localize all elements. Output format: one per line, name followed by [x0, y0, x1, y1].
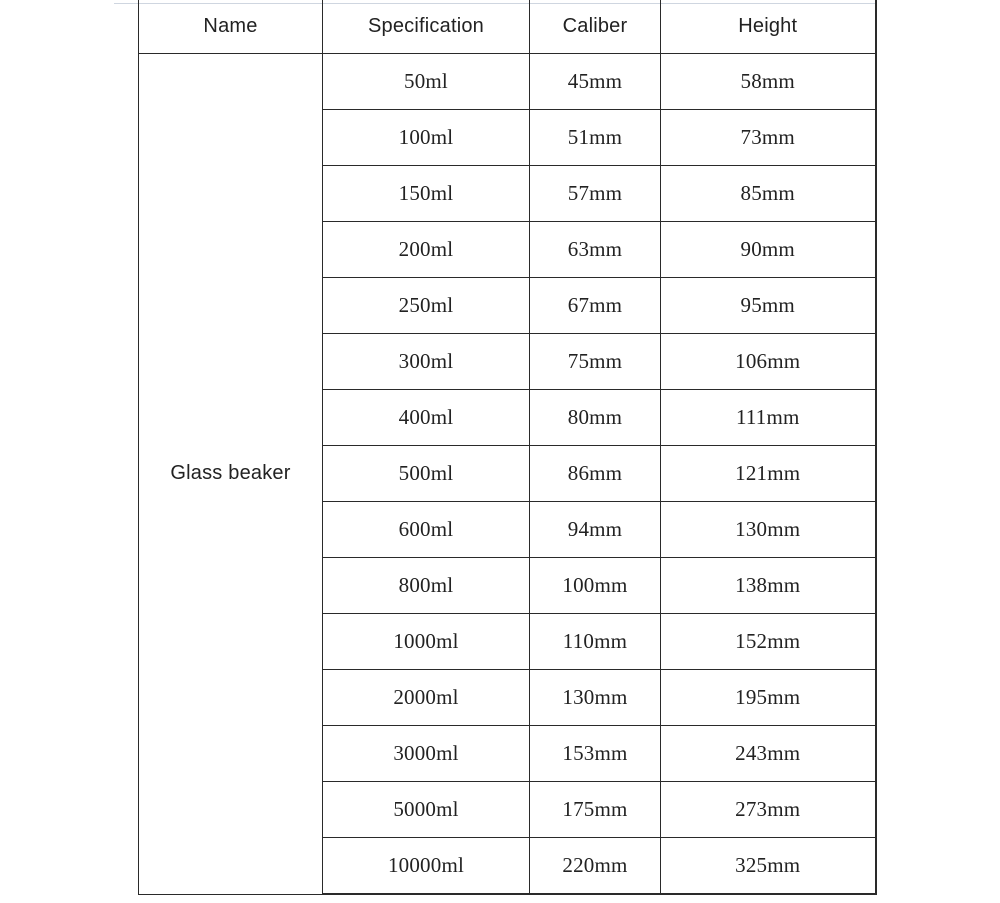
height-cell: 111mm [661, 390, 876, 446]
specification-cell: 3000ml [323, 726, 530, 782]
height-cell: 85mm [661, 166, 876, 222]
specification-cell: 5000ml [323, 782, 530, 838]
caliber-cell: 75mm [530, 334, 661, 390]
caliber-cell: 63mm [530, 222, 661, 278]
height-cell: 58mm [661, 54, 876, 110]
specification-cell: 1000ml [323, 614, 530, 670]
caliber-cell: 80mm [530, 390, 661, 446]
caliber-cell: 100mm [530, 558, 661, 614]
height-cell: 243mm [661, 726, 876, 782]
caliber-cell: 110mm [530, 614, 661, 670]
header-height: Height [661, 0, 876, 54]
caliber-cell: 153mm [530, 726, 661, 782]
table-row [139, 54, 876, 110]
height-cell: 90mm [661, 222, 876, 278]
header-name: Name [139, 0, 323, 54]
height-cell: 138mm [661, 558, 876, 614]
specification-cell: 50ml [323, 54, 530, 110]
caliber-cell: 220mm [530, 838, 661, 895]
caliber-cell: 45mm [530, 54, 661, 110]
specification-cell: 800ml [323, 558, 530, 614]
specification-cell: 250ml [323, 278, 530, 334]
height-cell: 106mm [661, 334, 876, 390]
specification-cell: 400ml [323, 390, 530, 446]
specification-cell: 150ml [323, 166, 530, 222]
caliber-cell: 86mm [530, 446, 661, 502]
caliber-cell: 67mm [530, 278, 661, 334]
height-cell: 73mm [661, 110, 876, 166]
height-cell: 95mm [661, 278, 876, 334]
table-header [139, 0, 876, 54]
caliber-cell: 51mm [530, 110, 661, 166]
product-name-cell: Glass beaker [139, 54, 323, 895]
header-row [139, 0, 876, 54]
beaker-spec-table [138, 0, 877, 895]
height-cell: 152mm [661, 614, 876, 670]
specification-cell: 100ml [323, 110, 530, 166]
caliber-cell: 57mm [530, 166, 661, 222]
height-cell: 121mm [661, 446, 876, 502]
caliber-cell: 94mm [530, 502, 661, 558]
caliber-cell: 130mm [530, 670, 661, 726]
header-caliber: Caliber [530, 0, 661, 54]
height-cell: 195mm [661, 670, 876, 726]
specification-cell: 200ml [323, 222, 530, 278]
height-cell: 325mm [661, 838, 876, 895]
caliber-cell: 175mm [530, 782, 661, 838]
specification-cell: 500ml [323, 446, 530, 502]
specification-cell: 300ml [323, 334, 530, 390]
specification-cell: 2000ml [323, 670, 530, 726]
table-body [139, 54, 876, 895]
specification-cell: 600ml [323, 502, 530, 558]
height-cell: 130mm [661, 502, 876, 558]
header-specification: Specification [323, 0, 530, 54]
height-cell: 273mm [661, 782, 876, 838]
specification-cell: 10000ml [323, 838, 530, 895]
